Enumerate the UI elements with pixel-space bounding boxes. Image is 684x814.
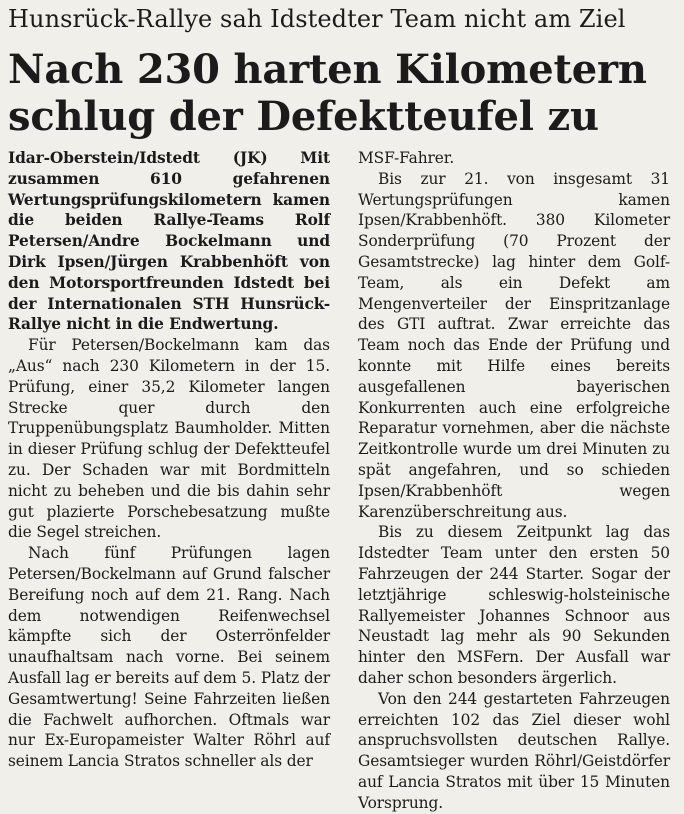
article-kicker: Hunsrück-Rallye sah Idstedter Team nicht am Ziel [8, 5, 626, 33]
article-paragraph: Bis zu diesem Zeitpunkt lag das Idstedter Team unter den ersten 50 Fahrzeugen der 244 Starter. Sogar der letztjährige schleswig-holsteinische Rallyemeister Johannes Schnoor aus Neustadt lag mehr als 90 Sekunden hinter den MSFern. Der Ausfall war daher schon besonders ärgerlich. [358, 523, 670, 687]
article-paragraph: Von den 244 gestarteten Fahrzeugen erreichten 102 das Ziel dieser wohl anspruchsvollsten deutschen Rallye. Gesamtsieger wurden Röhrl/Geistdörfer auf Lancia Stratos mit über 15 Minuten Vorsprung. [358, 689, 670, 812]
article-lead: Idar-Oberstein/Idstedt (JK) Mit zusammen 610 gefahrenen Wertungsprüfungskilometern kamen die beiden Rallye-Teams Rolf Petersen/Andre Bockelmann und Dirk Ipsen/Jürgen Krabbenhöft von den Motorsportfreunden Idstedt bei der Internationalen STH Hunsrück-Rallye nicht in die Endwertung. [8, 149, 330, 334]
article-column-right [358, 148, 670, 814]
headline-line-1: Nach 230 harten Kilometern [8, 46, 647, 93]
article-paragraph: Bis zur 21. von insgesamt 31 Wertungsprüfungen kamen Ipsen/Krabbenhöft. 380 Kilometer Sonderprüfung (70 Prozent der Gesamtstrecke) lag hinter dem Golf-Team, als ein Defekt am Mengenverteiler der Einspritzanlage des GTI auftrat. Zwar erreichte das Team noch das Ende der Prüfung und konnte mit Hilfe eines bereits ausgefallenen bayerischen Konkurrenten auch eine erfolgreiche Reparatur vornehmen, aber die nächste Zeitkontrolle wurde um drei Minuten zu spät angefahren, und so schieden Ipsen/Krabbenhöft wegen Karenzüberschreitung aus. [358, 169, 670, 521]
article-paragraph: Nach fünf Prüfungen lagen Petersen/Bockelmann auf Grund falscher Bereifung noch auf dem 21. Rang. Nach dem notwendigen Reifenwechsel kämpfte sich der Osterrönfelder unaufhaltsam nach vorne. Bei seinem Ausfall lag er bereits auf dem 5. Platz der Gesamtwertung! Seine Fahrzeiten ließen die Fachwelt aufhorchen. Oftmals war nur Ex-Europameister Walter Röhrl auf seinem Lancia Stratos schneller als der [8, 544, 330, 771]
headline-line-2: schlug der Defektteufel zu [8, 93, 599, 140]
article-paragraph: Für Petersen/Bockelmann kam das „Aus“ nach 230 Kilometern in der 15. Prüfung, einer 35,2 Kilometer langen Strecke quer durch den Truppenübungsplatz Baumholder. Mitten in dieser Prüfung schlug der Defektteufel zu. Der Schaden war mit Bordmitteln nicht zu beheben und die bis dahin sehr gut plazierte Porschebesatzung mußte die Segel streichen. [8, 336, 330, 542]
article-column-left [8, 148, 330, 772]
article-headline [8, 46, 678, 140]
article-paragraph-continuation: MSF-Fahrer. [358, 149, 455, 167]
